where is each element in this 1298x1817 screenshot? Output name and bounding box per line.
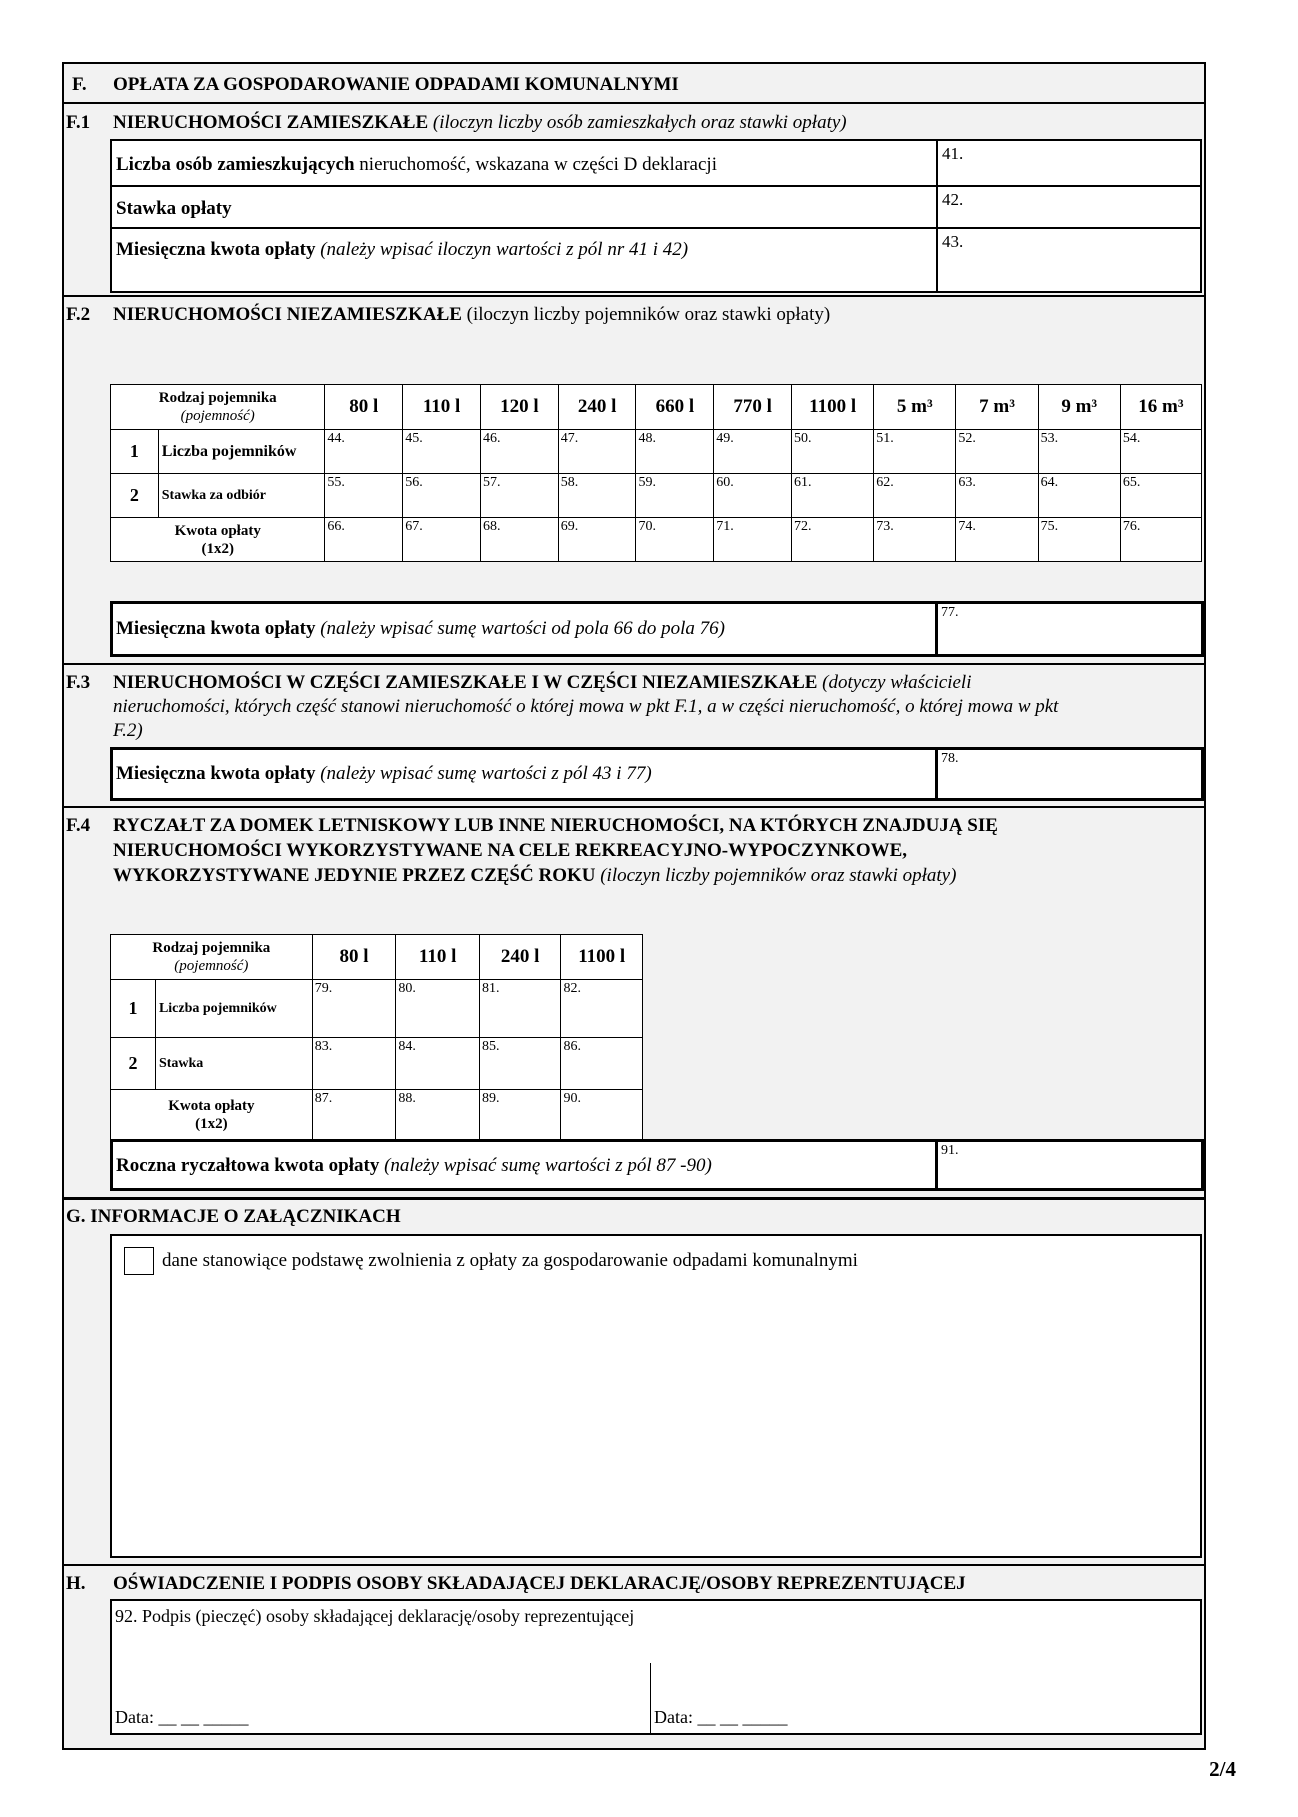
field-number: 72. — [794, 519, 812, 534]
f2-col-header: 16 m³ — [1120, 385, 1201, 430]
field-68[interactable] — [480, 518, 558, 562]
field-number: 88. — [398, 1091, 416, 1106]
field-77-number: 77. — [941, 605, 959, 620]
field-77[interactable] — [938, 604, 1201, 654]
f2-sum-label — [113, 604, 938, 654]
f2-col-header: 110 l — [403, 385, 481, 430]
f4-row-1-num: 1 — [111, 980, 156, 1038]
field-87[interactable] — [312, 1090, 396, 1140]
field-number: 61. — [794, 475, 812, 490]
h-signature-box — [110, 1599, 1202, 1735]
field-number: 45. — [405, 431, 423, 446]
f4-head-type — [111, 935, 313, 980]
field-number: 84. — [398, 1039, 416, 1054]
f3-note-3: F.2) — [113, 720, 143, 741]
form-page — [62, 62, 1206, 1750]
f2-col-header: 770 l — [714, 385, 792, 430]
field-78[interactable] — [938, 750, 1201, 798]
f2-col-header: 660 l — [636, 385, 714, 430]
divider — [64, 806, 1204, 808]
field-46[interactable] — [480, 430, 558, 474]
f4-row-3-label — [111, 1090, 313, 1140]
f4-head-type-label: Rodzaj pojemnika — [152, 940, 271, 956]
field-number: 87. — [314, 1091, 333, 1106]
f2-col-header: 120 l — [480, 385, 558, 430]
field-number: 75. — [1040, 519, 1059, 534]
field-50[interactable] — [792, 430, 874, 474]
field-84[interactable] — [396, 1038, 480, 1090]
f3-sum-label — [113, 750, 938, 798]
f4-sum-bold: Roczna ryczałtowa kwota opłaty — [116, 1155, 380, 1176]
f2-title: NIERUCHOMOŚCI NIEZAMIESZKAŁE — [113, 304, 462, 325]
f2-head-type-label: Rodzaj pojemnika — [158, 390, 277, 406]
f2-sum-box — [110, 601, 1204, 657]
field-number: 58. — [560, 475, 579, 490]
field-70[interactable] — [636, 518, 714, 562]
g-title: G. INFORMACJE O ZAŁĄCZNIKACH — [66, 1206, 401, 1227]
f1-row-1-bold: Liczba osób zamieszkujących — [116, 154, 355, 175]
f1-title: NIERUCHOMOŚCI ZAMIESZKAŁE — [113, 112, 429, 133]
f3-sum-box — [110, 747, 1204, 801]
field-number: 76. — [1122, 519, 1141, 534]
field-86[interactable] — [561, 1038, 643, 1090]
field-60[interactable] — [714, 474, 792, 518]
field-88[interactable] — [396, 1090, 480, 1140]
field-85[interactable] — [479, 1038, 561, 1090]
field-number: 49. — [716, 431, 734, 446]
f2-row-1-num: 1 — [111, 430, 159, 474]
date-right-field[interactable]: Data: __ __ _____ — [654, 1707, 788, 1727]
field-51[interactable] — [874, 430, 956, 474]
field-number: 52. — [958, 431, 976, 446]
field-number: 62. — [876, 475, 894, 490]
f1-row-1-label — [112, 141, 938, 187]
f2-row-3-label — [111, 518, 325, 562]
field-number: 53. — [1040, 431, 1059, 446]
field-number: 63. — [958, 475, 976, 490]
f4-head-type-note: (pojemność) — [174, 958, 249, 974]
field-number: 90. — [563, 1091, 581, 1106]
field-74[interactable] — [956, 518, 1038, 562]
f2-container-table — [110, 384, 1202, 562]
field-52[interactable] — [956, 430, 1038, 474]
field-number: 47. — [560, 431, 579, 446]
f2-col-header: 240 l — [558, 385, 636, 430]
f3-sum-italic: (należy wpisać sumę wartości z pól 43 i 77) — [320, 763, 652, 784]
f2-note: (iloczyn liczby pojemników oraz stawki opłaty) — [466, 304, 831, 325]
divider — [64, 102, 1204, 104]
f4-title-3: WYKORZYSTYWANE JEDYNIE PRZEZ CZĘŚĆ ROKU — [113, 865, 596, 886]
field-76[interactable] — [1120, 518, 1201, 562]
signature-label: 92. Podpis (pieczęć) osoby składającej deklarację/osoby reprezentującej — [115, 1606, 635, 1626]
field-62[interactable] — [874, 474, 956, 518]
field-45[interactable] — [403, 430, 481, 474]
field-number: 59. — [638, 475, 656, 490]
f2-head-type — [111, 385, 325, 430]
field-66[interactable] — [325, 518, 403, 562]
f2-sum-italic: (należy wpisać sumę wartości od pola 66 do pola 76) — [320, 618, 726, 639]
f4-title-2: NIERUCHOMOŚCI WYKORZYSTYWANE NA CELE REKREACYJNO-WYPOCZYNKOWE, — [113, 840, 908, 861]
page-number: 2/4 — [1209, 1757, 1236, 1781]
field-number: 74. — [958, 519, 976, 534]
section-f-code: F. — [72, 74, 87, 95]
f4-row-1-label: Liczba pojemników — [155, 980, 312, 1038]
f2-sum-bold: Miesięczna kwota opłaty — [116, 618, 316, 639]
field-number: 50. — [794, 431, 812, 446]
f1-row-3-bold: Miesięczna kwota opłaty — [116, 239, 316, 260]
date-left-field[interactable]: Data: __ __ _____ — [115, 1707, 249, 1727]
field-81[interactable] — [479, 980, 561, 1038]
f2-heading — [113, 304, 830, 326]
f2-col-header: 9 m³ — [1038, 385, 1120, 430]
field-number: 65. — [1122, 475, 1141, 490]
f4-title-1: RYCZAŁT ZA DOMEK LETNISKOWY LUB INNE NIERUCHOMOŚCI, NA KTÓRYCH ZNAJDUJĄ SIĘ — [113, 815, 998, 836]
field-54[interactable] — [1120, 430, 1201, 474]
field-82[interactable] — [561, 980, 643, 1038]
f1-code: F.1 — [66, 112, 91, 133]
field-number: 85. — [481, 1039, 500, 1054]
field-89[interactable] — [479, 1090, 561, 1140]
divider — [64, 295, 1204, 297]
f1-note: (iloczyn liczby osób zamieszkałych oraz stawki opłaty) — [432, 112, 847, 133]
field-number: 79. — [314, 981, 333, 996]
field-90[interactable] — [561, 1090, 643, 1140]
divider — [64, 1564, 1204, 1566]
f2-col-header: 80 l — [325, 385, 403, 430]
h-code: H. — [66, 1573, 86, 1594]
field-65[interactable] — [1120, 474, 1201, 518]
field-47[interactable] — [558, 430, 636, 474]
divider — [64, 1197, 1204, 1200]
field-55[interactable] — [325, 474, 403, 518]
f1-box — [110, 139, 1202, 293]
field-number: 69. — [560, 519, 579, 534]
field-number: 56. — [405, 475, 423, 490]
field-79[interactable] — [312, 980, 396, 1038]
f4-sum-label — [113, 1142, 938, 1188]
f4-col-header: 1100 l — [561, 935, 643, 980]
f4-col-header: 240 l — [479, 935, 561, 980]
field-number: 55. — [327, 475, 345, 490]
field-number: 64. — [1040, 475, 1059, 490]
field-67[interactable] — [403, 518, 481, 562]
f4-note: (iloczyn liczby pojemników oraz stawki opłaty) — [600, 865, 957, 886]
f3-note-2: nieruchomości, których część stanowi nieruchomość o której mowa w pkt F.1, a w części nieruchomość, o której mowa w pkt — [113, 696, 1059, 717]
f1-heading — [113, 112, 847, 134]
field-number: 48. — [638, 431, 656, 446]
field-91-number: 91. — [941, 1143, 959, 1158]
field-number: 71. — [716, 519, 734, 534]
field-number: 80. — [398, 981, 416, 996]
field-64[interactable] — [1038, 474, 1120, 518]
field-number: 54. — [1122, 431, 1141, 446]
f4-col-header: 80 l — [312, 935, 396, 980]
f3-title: NIERUCHOMOŚCI W CZĘŚCI ZAMIESZKAŁE I W CZĘŚCI NIEZAMIESZKAŁE — [113, 672, 818, 693]
f2-col-header: 1100 l — [792, 385, 874, 430]
f4-row-2-label: Stawka — [155, 1038, 312, 1090]
f1-row-2-bold: Stawka opłaty — [116, 198, 232, 219]
field-73[interactable] — [874, 518, 956, 562]
field-number: 82. — [563, 981, 581, 996]
exemption-checkbox-label: dane stanowiące podstawę zwolnienia z opłaty za gospodarowanie odpadami komunalnymi — [162, 1250, 858, 1271]
field-number: 60. — [716, 475, 734, 490]
field-56[interactable] — [403, 474, 481, 518]
f4-row-2-num: 2 — [111, 1038, 156, 1090]
f4-sum-box — [110, 1139, 1204, 1191]
field-number: 46. — [482, 431, 501, 446]
field-41[interactable] — [938, 141, 1200, 187]
field-91[interactable] — [938, 1142, 1201, 1188]
field-61[interactable] — [792, 474, 874, 518]
f2-row-2-label: Stawka za odbiór — [158, 474, 325, 518]
f4-heading-3 — [113, 865, 956, 887]
field-number: 44. — [327, 431, 345, 446]
field-number: 68. — [482, 519, 501, 534]
field-number: 57. — [482, 475, 501, 490]
divider — [64, 663, 1204, 665]
field-41-number: 41. — [942, 144, 964, 163]
f1-row-3-italic: (należy wpisać iloczyn wartości z pól nr 41 i 42) — [320, 239, 689, 260]
field-number: 81. — [481, 981, 500, 996]
section-f-title: OPŁATA ZA GOSPODAROWANIE ODPADAMI KOMUNALNYMI — [113, 74, 679, 95]
f2-col-header: 7 m³ — [956, 385, 1038, 430]
field-number: 70. — [638, 519, 656, 534]
f2-row-1-label: Liczba pojemników — [158, 430, 325, 474]
f1-row-1-text: nieruchomość, wskazana w części D deklaracji — [354, 154, 717, 175]
field-42[interactable] — [938, 187, 1200, 229]
g-attachments-box — [110, 1234, 1202, 1558]
field-number: 73. — [876, 519, 894, 534]
f1-row-2-label — [112, 187, 938, 229]
field-59[interactable] — [636, 474, 714, 518]
field-72[interactable] — [792, 518, 874, 562]
field-number: 67. — [405, 519, 423, 534]
f4-code: F.4 — [66, 815, 91, 836]
f4-row-3-label-1: Kwota opłaty — [168, 1097, 255, 1114]
field-53[interactable] — [1038, 430, 1120, 474]
f2-head-type-note: (pojemność) — [180, 408, 255, 424]
field-44[interactable] — [325, 430, 403, 474]
f2-row-3-label-2: (1x2) — [201, 540, 234, 557]
field-75[interactable] — [1038, 518, 1120, 562]
field-number: 66. — [327, 519, 345, 534]
field-69[interactable] — [558, 518, 636, 562]
field-63[interactable] — [956, 474, 1038, 518]
field-48[interactable] — [636, 430, 714, 474]
field-78-number: 78. — [941, 751, 959, 766]
f2-row-3-label-1: Kwota opłaty — [174, 522, 261, 539]
f3-code: F.3 — [66, 672, 91, 693]
f4-container-table — [110, 934, 643, 1140]
f3-heading — [113, 672, 971, 694]
f3-sum-bold: Miesięczna kwota opłaty — [116, 763, 316, 784]
field-number: 83. — [314, 1039, 333, 1054]
f1-row-3-label — [112, 229, 938, 291]
field-57[interactable] — [480, 474, 558, 518]
f2-code: F.2 — [66, 304, 91, 325]
field-58[interactable] — [558, 474, 636, 518]
field-83[interactable] — [312, 1038, 396, 1090]
exemption-checkbox[interactable] — [124, 1247, 154, 1275]
field-49[interactable] — [714, 430, 792, 474]
signature-divider — [650, 1663, 651, 1733]
f2-row-2-num: 2 — [111, 474, 159, 518]
field-42-number: 42. — [942, 190, 964, 209]
field-number: 86. — [563, 1039, 581, 1054]
f4-col-header: 110 l — [396, 935, 480, 980]
f2-col-header: 5 m³ — [874, 385, 956, 430]
field-43[interactable] — [938, 229, 1200, 291]
field-71[interactable] — [714, 518, 792, 562]
field-number: 51. — [876, 431, 894, 446]
f4-row-3-label-2: (1x2) — [195, 1115, 228, 1132]
field-43-number: 43. — [942, 232, 964, 251]
f3-note-1: (dotyczy właścicieli — [822, 672, 972, 693]
field-number: 89. — [481, 1091, 500, 1106]
h-title: OŚWIADCZENIE I PODPIS OSOBY SKŁADAJĄCEJ DEKLARACJĘ/OSOBY REPREZENTUJĄCEJ — [113, 1573, 966, 1594]
field-80[interactable] — [396, 980, 480, 1038]
f4-sum-italic: (należy wpisać sumę wartości z pól 87 -90) — [384, 1155, 712, 1176]
